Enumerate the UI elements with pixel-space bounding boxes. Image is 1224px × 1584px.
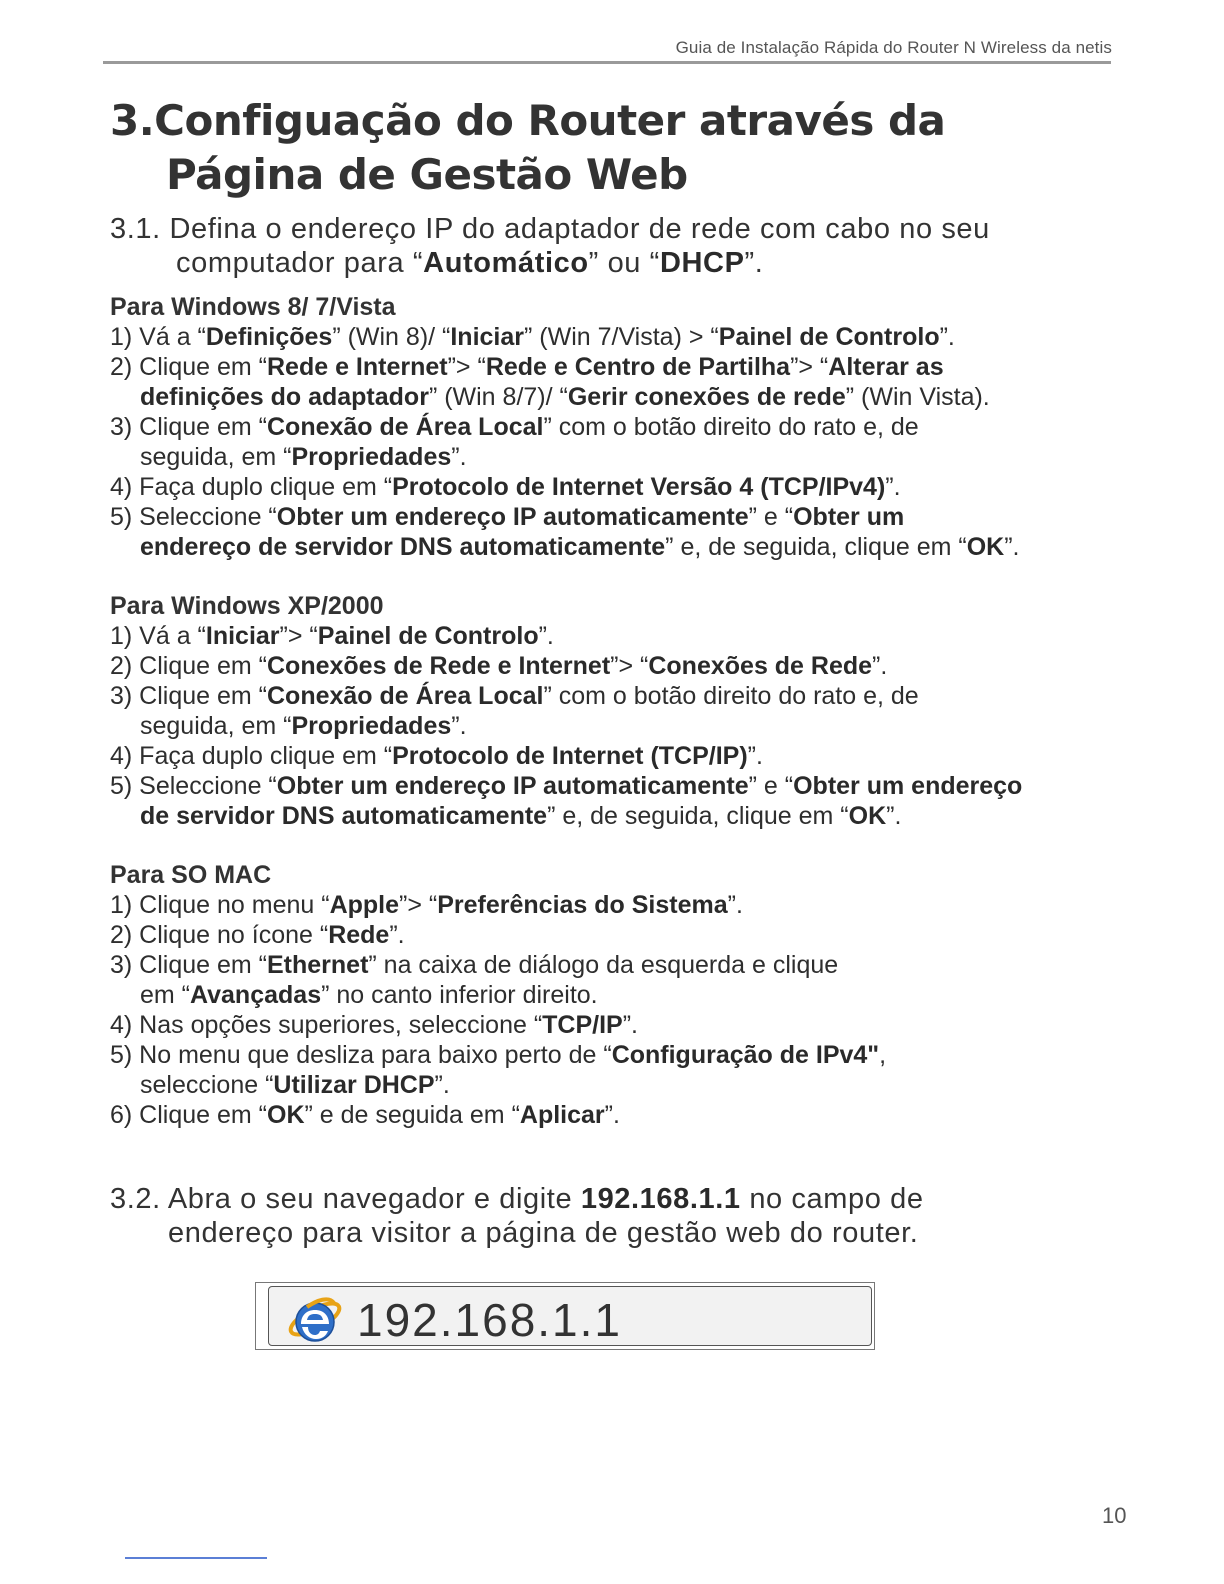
text: 6) Clique em “ [110, 1101, 267, 1129]
text: ” e, de seguida, clique em “ [547, 802, 849, 830]
text: ”> “ [447, 353, 486, 381]
section-heading: Para SO MAC [110, 861, 272, 889]
list-item [110, 1100, 886, 1130]
list-item [110, 352, 1020, 412]
text: ”> “ [399, 891, 438, 919]
bold-term: Obter um endereço IP automaticamente [276, 503, 749, 531]
text: 1) Clique no menu “ [110, 891, 330, 919]
bold-term: Obter um [793, 503, 905, 531]
bold-term: Protocolo de Internet (TCP/IP) [392, 742, 748, 770]
text: ”> “ [610, 652, 649, 680]
bold-term: Rede e Internet [267, 353, 448, 381]
subsection-number: 3.1. [110, 213, 161, 245]
bold-term: OK [267, 1101, 305, 1129]
text: ” (Win 7/Vista) > “ [524, 323, 719, 351]
internet-explorer-icon [285, 1293, 345, 1347]
section-windows-8 [110, 292, 1020, 562]
text: 2) Clique em “ [110, 353, 267, 381]
bold-term: Painel de Controlo [317, 622, 539, 650]
subsection-text: Abra o seu navegador e digite [160, 1183, 581, 1215]
page-title [110, 94, 945, 202]
text: , [879, 1041, 887, 1069]
bold-term: endereço de servidor DNS automaticamente [140, 533, 666, 561]
header-rule [103, 61, 1111, 64]
text: 5) Seleccione “ [110, 503, 277, 531]
list-item-continuation [110, 980, 886, 1010]
text: 3) Clique em “ [110, 413, 267, 441]
subsection-3-2 [110, 1182, 924, 1250]
list-item [110, 621, 1022, 651]
text: ”. [727, 891, 743, 919]
subsection-number: 3.2. [110, 1183, 161, 1215]
list-item-continuation [110, 711, 1022, 741]
text: ” (Win 8/7)/ “ [428, 383, 568, 411]
list-item-continuation [110, 801, 1022, 831]
text: em “ [140, 981, 190, 1009]
bold-term: Propriedades [291, 443, 452, 471]
subsection-text: Defina o endereço IP do adaptador de rede com cabo no seu [160, 213, 990, 245]
text: 2) Clique no ícone “ [110, 921, 329, 949]
text: ”> “ [279, 622, 318, 650]
text: ” e de seguida em “ [304, 1101, 520, 1129]
bold-term: Alterar as [828, 353, 944, 381]
text: 1) Vá a “ [110, 622, 206, 650]
list-item-continuation [110, 532, 1020, 562]
text: seguida, em “ [140, 712, 292, 740]
text: ”. [1004, 533, 1020, 561]
section-mac-os [110, 860, 886, 1130]
address-bar-illustration [255, 1282, 875, 1350]
bold-term: Conexão de Área Local [267, 413, 544, 441]
bold-term: Obter um endereço [793, 772, 1023, 800]
list-item [110, 1040, 886, 1100]
text: ”. [434, 1071, 450, 1099]
text: ”. [744, 247, 764, 279]
subsection-continuation: endereço para visitor a página de gestão web do router. [168, 1217, 919, 1249]
running-header: Guia de Instalação Rápida do Router N Wireless da netis [675, 38, 1112, 57]
address-field [268, 1286, 872, 1346]
list-item [110, 950, 886, 1010]
url-text: 192.168.1.1 [357, 1294, 623, 1346]
text: ”. [885, 473, 901, 501]
bold-term: Conexão de Área Local [267, 682, 544, 710]
text: 3) Clique em “ [110, 682, 267, 710]
text: ” com o botão direito do rato e, de [543, 413, 919, 441]
text: 5) No menu que desliza para baixo perto de “ [110, 1041, 612, 1069]
text: ” no canto inferior direito. [321, 981, 598, 1009]
text: ”. [747, 742, 763, 770]
text: ”. [939, 323, 955, 351]
bold-term: Preferências do Sistema [437, 891, 728, 919]
text: no campo de [740, 1183, 924, 1215]
text: ” e “ [748, 772, 794, 800]
text: ”. [604, 1101, 620, 1129]
list-item [110, 741, 1022, 771]
text: computador para “ [176, 247, 424, 279]
text: ” (Win Vista). [845, 383, 990, 411]
title-line-2: Página de Gestão Web [166, 150, 688, 199]
bold-term: Aplicar [519, 1101, 605, 1129]
subsection-continuation [110, 246, 990, 280]
list-item-continuation [110, 382, 1020, 412]
section-windows-xp [110, 591, 1022, 831]
text: ”> “ [790, 353, 829, 381]
bold-term: Automático [423, 247, 589, 279]
bold-term: definições do adaptador [140, 383, 429, 411]
list-item [110, 771, 1022, 831]
list-item-continuation [110, 442, 1020, 472]
bold-term: Iniciar [450, 323, 525, 351]
bold-term: Iniciar [205, 622, 280, 650]
bold-ip-address: 192.168.1.1 [580, 1183, 741, 1215]
text: ” (Win 8)/ “ [332, 323, 451, 351]
section-heading: Para Windows XP/2000 [110, 592, 384, 620]
text: 4) Nas opções superiores, seleccione “ [110, 1011, 543, 1039]
list-item [110, 890, 886, 920]
text: 5) Seleccione “ [110, 772, 277, 800]
list-item [110, 472, 1020, 502]
list-item [110, 920, 886, 950]
bold-term: Rede e Centro de Partilha [485, 353, 791, 381]
text: 4) Faça duplo clique em “ [110, 473, 393, 501]
bold-term: Avançadas [190, 981, 322, 1009]
text: ”. [872, 652, 888, 680]
bold-term: Conexões de Rede e Internet [267, 652, 611, 680]
text: seleccione “ [140, 1071, 274, 1099]
subsection-3-1 [110, 212, 990, 280]
text: 1) Vá a “ [110, 323, 206, 351]
bold-term: Ethernet [267, 951, 369, 979]
bold-term: Propriedades [291, 712, 452, 740]
bold-term: OK [848, 802, 887, 830]
bold-term: Definições [205, 323, 333, 351]
bold-term: TCP/IP [542, 1011, 623, 1039]
text: ”. [622, 1011, 639, 1039]
page-number: 10 [1102, 1503, 1127, 1528]
bold-term: Painel de Controlo [718, 323, 940, 351]
list-item [110, 1010, 886, 1040]
list-item [110, 412, 1020, 472]
list-item [110, 651, 1022, 681]
footer-rule [125, 1557, 267, 1559]
text: ”. [451, 443, 467, 471]
text: ” e, de seguida, clique em “ [665, 533, 967, 561]
bold-term: Configuração de IPv4" [611, 1041, 880, 1069]
text: 2) Clique em “ [110, 652, 267, 680]
text: ”. [538, 622, 554, 650]
list-item [110, 322, 1020, 352]
list-item-continuation [110, 1070, 886, 1100]
bold-term: de servidor DNS automaticamente [140, 802, 548, 830]
text: ”. [886, 802, 902, 830]
text: seguida, em “ [140, 443, 292, 471]
list-item [110, 502, 1020, 562]
bold-term: DHCP [659, 247, 745, 279]
section-heading: Para Windows 8/ 7/Vista [110, 293, 396, 321]
bold-term: Protocolo de Internet Versão 4 (TCP/IPv4) [392, 473, 886, 501]
bold-term: Rede [328, 921, 390, 949]
text: ” com o botão direito do rato e, de [543, 682, 919, 710]
text: 4) Faça duplo clique em “ [110, 742, 393, 770]
bold-term: Utilizar DHCP [273, 1071, 435, 1099]
bold-term: Conexões de Rede [648, 652, 873, 680]
bold-term: Obter um endereço IP automaticamente [276, 772, 749, 800]
list-item [110, 681, 1022, 741]
title-line-1: 3.Configuação do Router através da [110, 96, 946, 145]
text: 3) Clique em “ [110, 951, 267, 979]
text: ” e “ [748, 503, 794, 531]
bold-term: OK [966, 533, 1005, 561]
bold-term: Gerir conexões de rede [567, 383, 846, 411]
text: ” ou “ [588, 247, 660, 279]
text: ”. [451, 712, 467, 740]
text: ”. [389, 921, 405, 949]
text: ” na caixa de diálogo da esquerda e clique [368, 951, 839, 979]
bold-term: Apple [329, 891, 400, 919]
